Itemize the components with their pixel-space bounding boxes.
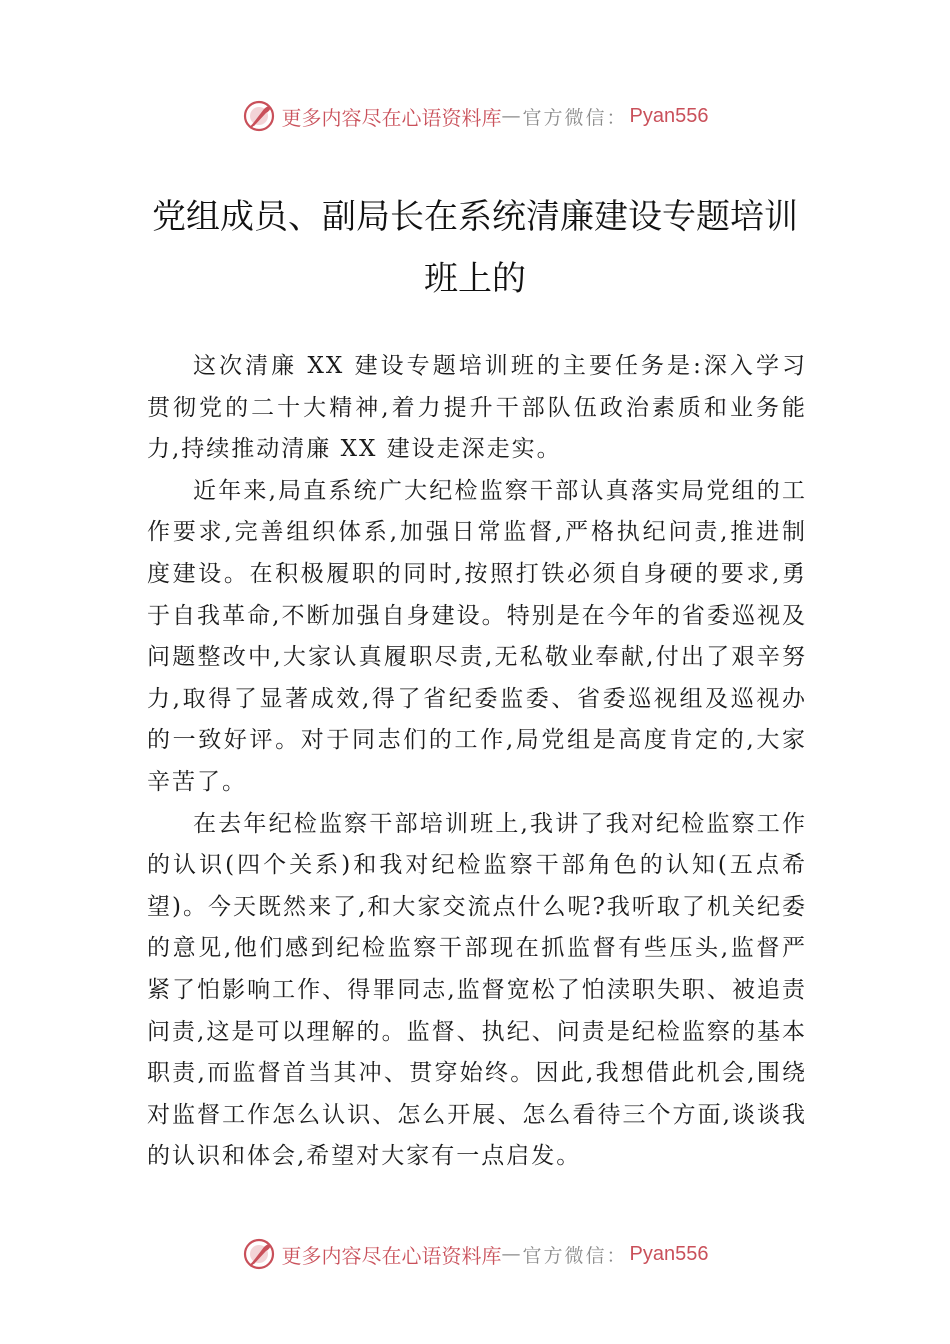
banner-main-text: 更多内容尽在心语资料库 [281, 105, 502, 130]
paragraph-1: 这次清廉 XX 建设专题培训班的主要任务是:深入学习贯彻党的二十大精神,着力提升干部队伍政治素质和业务能力,持续推动清廉 XX 建设走深走实。 [147, 353, 807, 463]
banner-wechat-label: 官方微信： [522, 106, 628, 129]
footer-dash: — [501, 1243, 523, 1265]
footer-wechat-id: Pyan556 [629, 1242, 709, 1265]
banner-wechat-id: Pyan556 [629, 104, 709, 127]
footer-wechat-label: 官方微信： [522, 1244, 628, 1267]
footer-main-text: 更多内容尽在心语资料库 [281, 1243, 502, 1268]
paragraph-2: 近年来,局直系统广大纪检监察干部认真落实局党组的工作要求,完善组织体系,加强日常监督,严格执纪问责,推进制度建设。在积极履职的同时,按照打铁必须自身硬的要求,勇于自我革命,不断加强自身建设。特别是在今年的省委巡视及问题整改中,大家认真履职尽责,无私敬业奉献,付出了艰辛努力,取得了显著成效,得了省纪委监委、省委巡视组及巡视办的一致好评。对于同志们的工作,局党组是高度肯定的,大家辛苦了。 [147, 477, 807, 795]
paragraph-3: 在去年纪检监察干部培训班上,我讲了我对纪检监察工作的认识(四个关系)和我对纪检监察干部角色的认知(五点希望)。今天既然来了,和大家交流点什么呢?我听取了机关纪委的意见,他们感到纪检监察干部现在抓监督有些压头,监督严紧了怕影响工作、得罪同志,监督宽松了怕渎职失职、被追责问责,这是可以理解的。监督、执纪、问责是纪检监察的基本职责,而监督首当其冲、贯穿始终。因此,我想借此机会,围绕对监督工作怎么认识、怎么开展、怎么看待三个方面,谈谈我的认识和体会,希望对大家有一点启发。 [147, 810, 807, 1170]
banner-dash: — [501, 105, 523, 127]
quill-logo-icon [242, 1237, 276, 1271]
document-body [147, 346, 807, 1178]
document-title: 党组成员、副局长在系统清廉建设专题培训班上的 [152, 197, 798, 299]
footer-banner [0, 1234, 950, 1274]
header-banner [0, 96, 950, 136]
quill-logo-icon [242, 99, 276, 133]
